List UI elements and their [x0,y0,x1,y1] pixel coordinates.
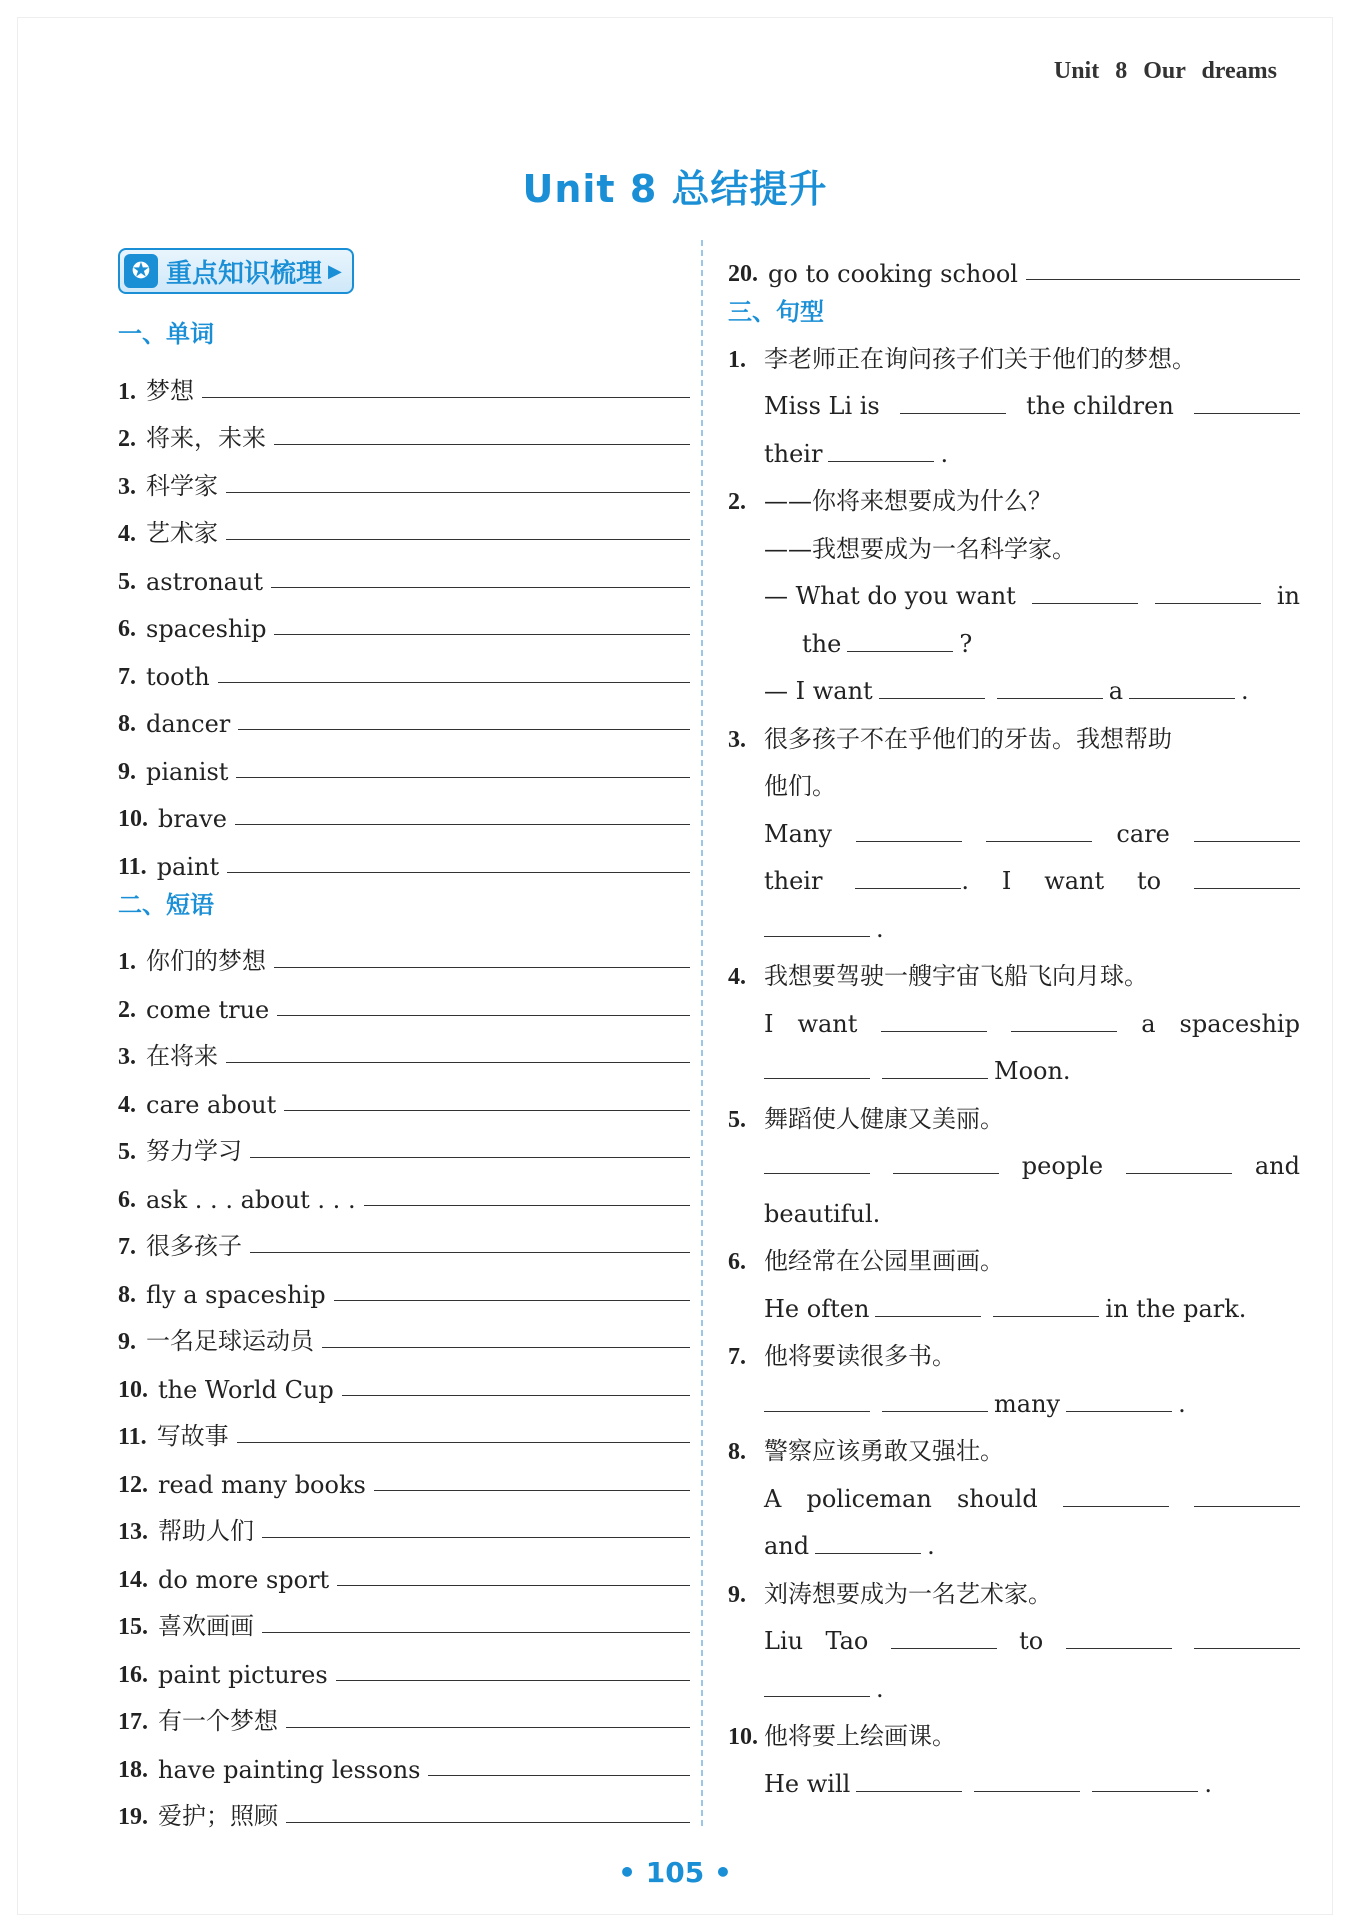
phrases-prompt: go to cooking school [768,259,1018,288]
phrases-list-continued [728,240,1300,288]
page-number: • 105 • [618,1856,732,1889]
answer-blank[interactable] [847,629,953,652]
phrases-prompt: 爱护；照顾 [158,1802,278,1830]
answer-blank[interactable] [993,1294,1099,1317]
phrases-number: 19. [118,1804,148,1830]
words-item [118,596,690,644]
words-prompt: tooth [146,662,210,691]
answer-line[interactable] [202,397,690,398]
words-prompt: 将来，未来 [146,424,266,452]
sentence-4-line2: Moon. [728,1048,1300,1096]
sentence-3-line1: Many care [728,811,1300,859]
answer-blank[interactable] [997,676,1103,699]
words-item [118,786,690,834]
words-prompt: 艺术家 [146,519,218,547]
words-number: 3. [118,473,136,500]
sentence-10-line1: He will . [764,1769,1212,1798]
answer-blank[interactable] [1066,1389,1172,1412]
words-item [118,406,690,454]
sentences-heading: 三、句型 [728,297,824,326]
phrases-number: 10. [118,1376,148,1403]
phrases-number: 20. [728,260,758,287]
phrases-prompt: fly a spaceship [146,1280,326,1309]
phrases-number: 17. [118,1709,148,1735]
answer-line[interactable] [226,539,690,540]
sentence-8-line1: A policeman should [728,1476,1300,1524]
sentence-3-line2: their . I want to [728,858,1300,906]
sentence-1-line2: their . [764,439,949,468]
sentence-5-chinese: 5. 舞蹈使人健康又美丽。 [728,1104,1004,1133]
phrases-prompt: come true [146,995,270,1024]
page-title: Unit 8 总结提升 [522,167,828,211]
sentence-2-line2: the ? [802,629,973,658]
words-prompt: 科学家 [146,471,218,500]
phrases-number: 14. [118,1566,148,1593]
phrases-number: 6. [118,1186,136,1213]
phrases-number: 1. [118,949,136,975]
answer-line[interactable] [271,587,690,588]
answer-blank[interactable] [891,1626,997,1649]
words-number: 10. [118,806,148,832]
answer-blank[interactable] [1126,1151,1232,1174]
phrases-item [118,1071,690,1119]
answer-line[interactable] [337,1585,690,1586]
phrases-item [118,1119,690,1167]
answer-line[interactable] [227,872,690,873]
words-list [118,358,690,881]
right-column [728,240,1300,1808]
answer-line[interactable] [274,444,690,445]
words-prompt: 梦想 [146,376,194,405]
answer-line[interactable] [250,1157,690,1158]
phrases-number: 11. [118,1424,147,1450]
answer-line[interactable] [277,1015,690,1016]
phrases-prompt: ask . . . about . . . [146,1185,356,1214]
phrases-prompt: the World Cup [158,1375,334,1404]
phrases-item [118,1309,690,1357]
answer-blank[interactable] [764,1056,870,1079]
answer-blank[interactable] [893,1151,999,1174]
answer-blank[interactable] [764,1389,870,1412]
sentence-4-line1: I want a spaceship [764,1009,1300,1038]
answer-blank[interactable] [1066,1626,1172,1649]
left-column [118,248,690,1831]
phrases-number: 15. [118,1614,148,1640]
words-number: 4. [118,521,136,547]
phrases-item [118,1641,690,1689]
answer-line[interactable] [286,1727,690,1728]
phrases-item [118,1024,690,1072]
answer-blank[interactable] [1129,676,1235,699]
answer-line[interactable] [226,492,690,493]
phrases-item [118,1356,690,1404]
answer-line[interactable] [250,1252,690,1253]
words-number: 6. [118,616,136,642]
words-number: 11. [118,853,147,880]
answer-blank[interactable] [1011,1009,1117,1032]
phrases-prompt: do more sport [158,1565,330,1594]
phrases-item [118,976,690,1024]
section-badge [118,248,354,294]
sentence-9-line2: . [728,1666,1300,1714]
sentence-2-line3: — I want a . [764,677,1249,705]
sentence-2-chinese-b: ——我想要成为一名科学家。 [764,534,1076,563]
answer-line[interactable] [235,824,690,825]
words-item [118,691,690,739]
answer-blank[interactable] [855,866,961,889]
answer-blank[interactable] [881,1009,987,1032]
answer-line[interactable] [274,634,690,635]
phrases-prompt: 很多孩子 [146,1232,242,1260]
answer-line[interactable] [262,1632,690,1633]
phrases-item [118,1784,690,1832]
phrases-number: 13. [118,1519,148,1545]
words-number: 9. [118,758,136,785]
words-item [118,358,690,406]
sentence-10-chinese: 10. 他将要上绘画课。 [728,1722,956,1750]
words-prompt: brave [158,805,227,833]
phrases-prompt: 一名足球运动员 [146,1327,314,1355]
sentence-6-line1: He often in the park. [764,1294,1247,1323]
answer-line[interactable] [286,1822,690,1823]
phrases-item [118,1594,690,1642]
phrases-item [728,240,1300,288]
answer-blank[interactable] [1092,1769,1198,1792]
answer-blank[interactable] [764,914,870,937]
phrases-item [118,929,690,977]
words-prompt: astronaut [146,567,264,596]
answer-blank[interactable] [1194,866,1300,889]
phrases-number: 5. [118,1139,136,1165]
words-prompt: paint [156,852,220,881]
answer-blank[interactable] [900,391,1006,414]
phrases-prompt: 你们的梦想 [146,947,266,975]
phrases-number: 12. [118,1471,148,1498]
answer-blank[interactable] [882,1389,988,1412]
sentence-2-line1: — What do you want in [764,582,1300,610]
answer-line[interactable] [236,777,690,778]
phrases-item [118,1451,690,1499]
words-prompt: dancer [146,710,231,738]
sentence-3-chinese: 3. 很多孩子不在乎他们的牙齿。我想帮助 [728,724,1172,753]
answer-line[interactable] [238,729,690,730]
answer-blank[interactable] [986,819,1092,842]
phrases-prompt: read many books [158,1470,366,1499]
answer-blank[interactable] [1194,391,1300,414]
sentence-8-line2: and . [764,1532,935,1560]
answer-blank[interactable] [974,1769,1080,1792]
phrases-number: 8. [118,1281,136,1308]
answer-blank[interactable] [856,819,962,842]
phrases-item [118,1261,690,1309]
phrases-prompt: care about [146,1090,277,1119]
answer-blank[interactable] [1032,581,1138,604]
words-item [118,501,690,549]
words-prompt: pianist [146,757,229,786]
sentence-8-chinese: 8. 警察应该勇敢又强壮。 [728,1437,1004,1465]
answer-blank[interactable] [1194,819,1300,842]
sentence-patterns [728,336,1300,1809]
workbook-page [18,18,1332,1914]
sentence-1-line1: Miss Li is the children [728,383,1300,431]
phrases-item [118,1166,690,1214]
words-number: 1. [118,378,136,405]
phrases-item [118,1214,690,1262]
answer-blank[interactable] [1063,1484,1169,1507]
phrases-item [118,1689,690,1737]
sentence-2-chinese: 2. ——你将来想要成为什么？ [728,487,1052,515]
sentence-9-line1: Liu Tao to [728,1618,1300,1666]
phrases-item [118,1546,690,1594]
answer-blank[interactable] [1194,1484,1300,1507]
phrases-prompt: have painting lessons [158,1755,421,1784]
answer-line[interactable] [218,682,690,683]
star-icon: ✪ [124,254,158,288]
phrases-prompt: 写故事 [156,1422,229,1450]
sentence-5-line2: beautiful. [764,1199,881,1228]
answer-blank[interactable] [828,439,934,462]
answer-line[interactable] [428,1775,690,1776]
words-prompt: spaceship [146,615,267,643]
sentence-6-chinese: 6. 他经常在公园里画画。 [728,1247,1004,1275]
sentence-1-chinese: 1. 李老师正在询问孩子们关于他们的梦想。 [728,344,1196,373]
answer-line[interactable] [334,1300,690,1301]
phrases-prompt: 喜欢画画 [158,1612,254,1640]
sentence-7-line1: many . [728,1381,1300,1429]
answer-line[interactable] [284,1110,690,1111]
phrases-number: 3. [118,1044,136,1070]
words-item [118,548,690,596]
answer-blank[interactable] [764,1151,870,1174]
phrases-number: 2. [118,996,136,1023]
phrases-number: 7. [118,1234,136,1260]
answer-blank[interactable] [1194,1626,1300,1649]
answer-line[interactable] [374,1490,690,1491]
sentence-9-chinese: 9. 刘涛想要成为一名艺术家。 [728,1579,1052,1608]
phrases-number: 18. [118,1756,148,1783]
answer-line[interactable] [237,1442,690,1443]
phrases-prompt: 在将来 [146,1042,218,1070]
answer-line[interactable] [322,1347,690,1348]
answer-blank[interactable] [879,676,985,699]
words-number: 2. [118,426,136,452]
sentence-4-chinese: 4. 我想要驾驶一艘宇宙飞船飞向月球。 [728,962,1148,990]
answer-blank[interactable] [856,1769,962,1792]
sentence-3-line3: . [728,906,1300,954]
phrases-heading: 二、短语 [118,890,214,919]
phrases-prompt: 努力学习 [146,1137,242,1165]
answer-line[interactable] [226,1062,690,1063]
phrases-prompt: 有一个梦想 [158,1707,278,1735]
section-badge-label: 重点知识梳理 [166,258,323,289]
phrases-item [118,1499,690,1547]
phrases-number: 16. [118,1661,148,1688]
answer-blank[interactable] [882,1056,988,1079]
answer-blank[interactable] [764,1674,870,1697]
words-item [118,643,690,691]
unit-label: Unit 8 [1053,58,1128,84]
phrases-number: 9. [118,1329,136,1355]
words-item [118,833,690,881]
phrases-prompt: paint pictures [158,1660,328,1689]
words-number: 7. [118,663,136,690]
sentence-3-chinese-b: 他们。 [764,772,836,800]
phrases-list [118,929,690,1832]
sentence-7-chinese: 7. 他将要读很多书。 [728,1342,956,1370]
words-item [118,453,690,501]
words-item [118,738,690,786]
running-head [1054,58,1277,85]
column-divider [701,240,703,1826]
answer-line[interactable] [274,967,690,968]
sentence-5-line1: people and [728,1143,1300,1191]
answer-blank[interactable] [1155,581,1261,604]
answer-line[interactable] [342,1395,690,1396]
phrases-number: 4. [118,1091,136,1118]
words-number: 5. [118,568,136,595]
words-heading: 一、单词 [118,320,214,348]
unit-topic: Our dreams [1143,58,1277,84]
answer-blank[interactable] [815,1531,921,1554]
answer-line[interactable] [262,1537,690,1538]
phrases-prompt: 帮助人们 [158,1517,254,1545]
answer-line[interactable] [1026,279,1300,280]
phrases-item [118,1404,690,1452]
answer-line[interactable] [336,1680,690,1681]
answer-blank[interactable] [875,1294,981,1317]
answer-line[interactable] [364,1205,690,1206]
phrases-item [118,1736,690,1784]
words-number: 8. [118,711,136,737]
arrow-right-icon: ▶ [328,260,342,282]
